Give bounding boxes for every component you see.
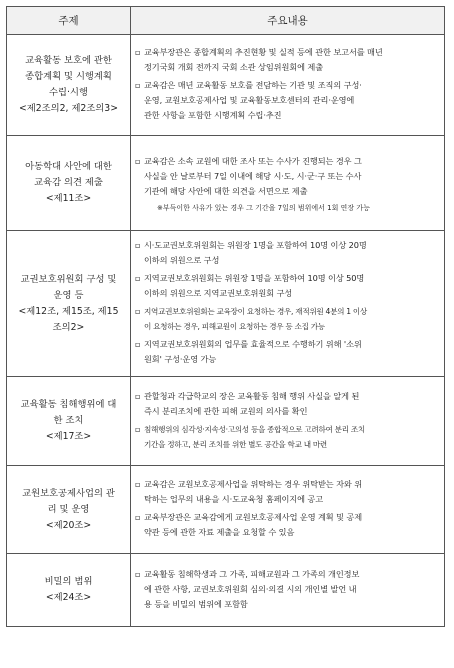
bullet-icon: ▫ (135, 512, 141, 522)
content-cell (131, 554, 445, 627)
topic-cell: 교육활동 보호에 관한 종합계획 및 시행계획 수립·시행 <제2조의2, 제2조의3> (7, 35, 131, 136)
bullet-icon: ▫ (135, 240, 141, 250)
topic-cell: 비밀의 범위 <제24조> (7, 554, 131, 627)
bullet-icon: ▫ (135, 479, 141, 489)
table-header-row (7, 7, 445, 35)
bullet-icon: ▫ (135, 423, 141, 434)
list-item: ▫ 교육감은 매년 교육활동 보호를 전담하는 기관 및 조직의 구성· 운영, 교원보호공제사업 및 교육활동보호센터의 관리·운영에 관한 사항을 포함한 시행계획 수립·추진 (135, 78, 441, 123)
content-cell (131, 35, 445, 136)
bullet-icon: ▫ (135, 339, 141, 349)
header-content: 주요내용 (131, 7, 445, 35)
list-item: ▫ 관할청과 각급학교의 장은 교육활동 침해 행위 사실을 알게 된 즉시 분리조치에 관한 피해 교원의 의사를 확인 (135, 389, 441, 419)
list-item: ▫ 지역교권보호위원회의 업무를 효율적으로 수행하기 위해 '소위 원회' 구성·운영 가능 (135, 337, 441, 367)
table-row (7, 554, 445, 627)
bullet-icon: ▫ (135, 47, 141, 57)
bullet-icon: ▫ (135, 306, 141, 316)
content-cell (131, 231, 445, 377)
topic-cell: 교원보호공제사업의 관 리 및 운영 <제20조> (7, 466, 131, 554)
summary-table (6, 6, 445, 627)
bullet-icon: ▫ (135, 273, 141, 283)
bullet-icon: ▫ (135, 568, 141, 579)
topic-cell: 교육활동 침해행위에 대 한 조치 <제17조> (7, 377, 131, 466)
list-item: ▫ 교육부장관은 교육감에게 교원보호공제사업 운영 계획 및 공제 약관 등에 관한 자료 제출을 요청할 수 있음 (135, 510, 441, 540)
bullet-icon: ▫ (135, 390, 141, 401)
topic-cell: 교권보호위원회 구성 및 운영 등 <제12조, 제15조, 제15 조의2> (7, 231, 131, 377)
table-row (7, 377, 445, 466)
table-row (7, 231, 445, 377)
topic-cell: 아동학대 사안에 대한 교육감 의견 제출 <제11조> (7, 136, 131, 231)
list-item: ▫ 교육감은 교원보호공제사업을 위탁하는 경우 위탁받는 자와 위 탁하는 업무의 내용을 시·도교육청 홈페이지에 공고 (135, 477, 441, 507)
bullet-icon: ▫ (135, 155, 141, 166)
note-text: ※부득이한 사유가 있는 경우 그 기간을 7일의 범위에서 1회 연장 가능 (157, 203, 370, 212)
table-row (7, 466, 445, 554)
list-item: ▫ 지역교권보호위원회는 위원장 1명을 포함하여 10명 이상 50명 이하의 위원으로 지역교권보호위원회 구성 (135, 271, 441, 301)
list-item: ▫ 지역교권보호위원회는 교육장이 요청하는 경우, 재적위원 4분의 1 이상 이 요청하는 경우, 피해교원이 요청하는 경우 등 소집 가능 (135, 304, 441, 334)
list-item: ▫ 시·도교권보호위원회는 위원장 1명을 포함하여 10명 이상 20명 이하의 위원으로 구성 (135, 238, 441, 268)
list-item: ▫ 교육활동 침해학생과 그 가족, 피해교원과 그 가족의 개인정보 에 관한 사항, 교권보호위원회 심의·의결 시의 개인별 발언 내 용 등을 비밀의 범위에 포함함 (135, 567, 441, 612)
table-row (7, 136, 445, 231)
list-item: ▫ 교육감은 소속 교원에 대한 조사 또는 수사가 진행되는 경우 그 사실을 안 날로부터 7일 이내에 해당 시·도, 시·군·구 또는 수사 기관에 해당 사안에 대한 의견을 서면으로 제출 (135, 154, 441, 199)
content-cell (131, 136, 445, 231)
bullet-icon: ▫ (135, 80, 141, 90)
content-cell (131, 377, 445, 466)
content-cell (131, 466, 445, 554)
list-item: ▫ 교육부장관은 종합계획의 추진현황 및 실적 등에 관한 보고서를 매년 정기국회 개회 전까지 국회 소관 상임위원회에 제출 (135, 45, 441, 75)
table-row (7, 35, 445, 136)
header-topic: 주제 (7, 7, 131, 35)
list-item: ▫ 침해행위의 심각성·지속성·고의성 등을 종합적으로 고려하여 분리 조치 기간을 정하고, 분리 조치를 위한 별도 공간을 학교 내 마련 (135, 422, 441, 452)
